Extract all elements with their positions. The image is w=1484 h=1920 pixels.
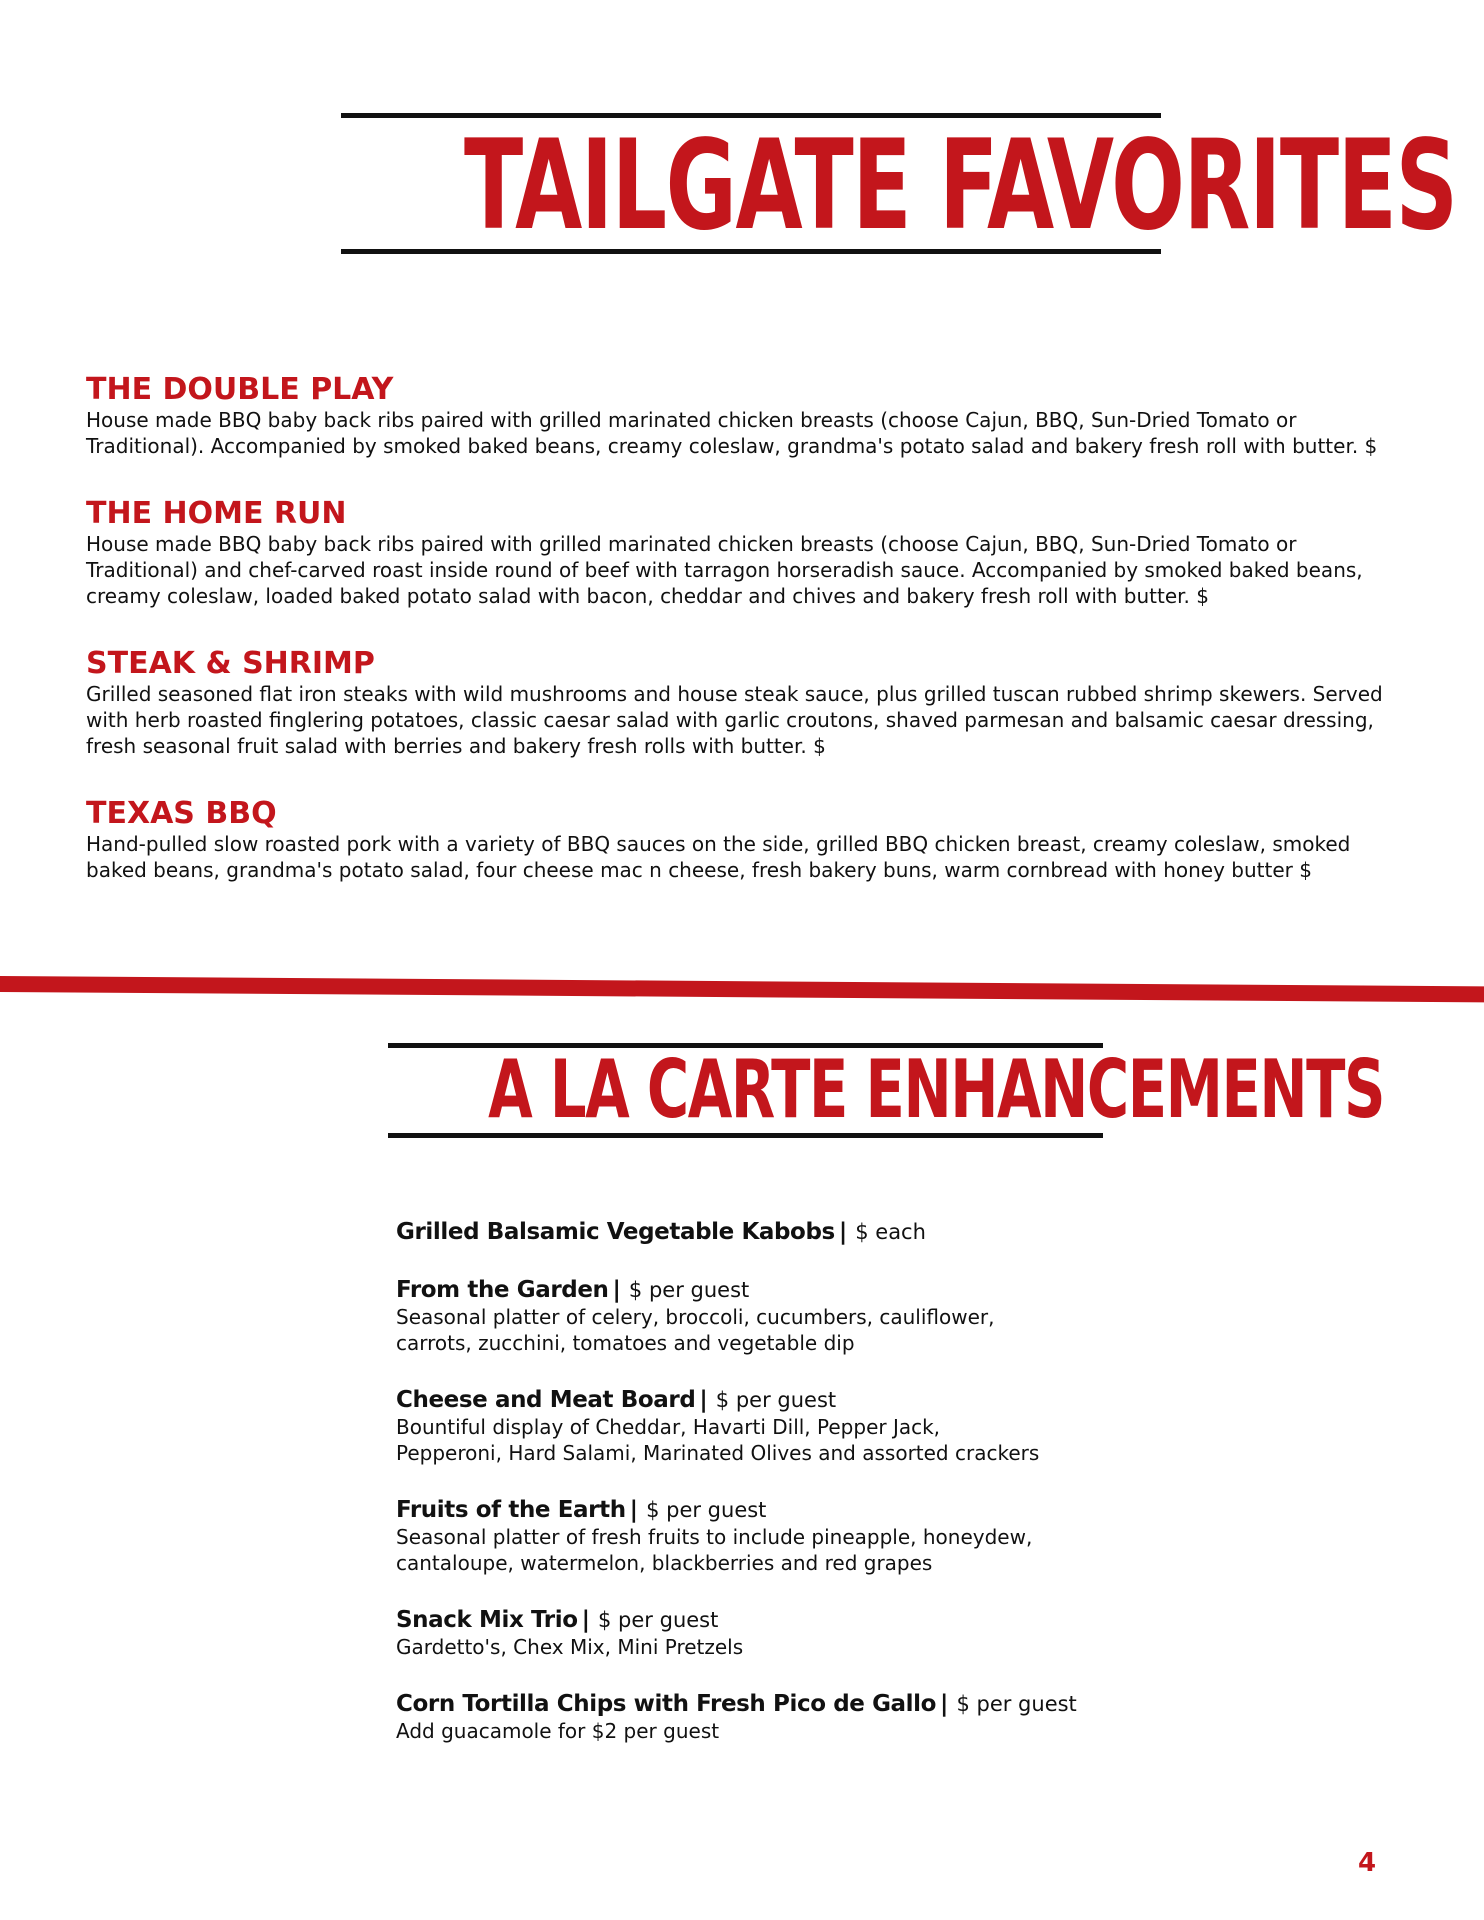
enhancement-price: $ per guest [628,1278,750,1302]
page-number: 4 [1358,1848,1377,1878]
enhancement-item [396,1386,1296,1466]
enhancement-separator: | [581,1607,591,1633]
package-item [86,797,1386,883]
alacarte-enhancements-title: A LA CARTE ENHANCEMENTS [488,1043,1385,1136]
enhancement-separator: | [699,1387,708,1413]
package-name: THE DOUBLE PLAY [86,372,394,407]
enhancement-description: Seasonal platter of celery, broccoli, cucumbers, cauliflower, carrots, zucchini, tomatoes and vegetable dip [396,1305,995,1355]
package-name: THE HOME RUN [86,496,347,531]
package-description: Hand-pulled slow roasted pork with a variety of BBQ sauces on the side, grilled BBQ chicken breast, creamy coleslaw, smoked baked beans, grandma's potato salad, four cheese mac n cheese, fresh bakery buns, warm cornbread with honey butter $ [86,832,1351,882]
enhancement-separator: | [629,1497,639,1523]
package-item [86,497,1386,609]
enhancement-header [396,1218,1296,1246]
enhancement-header [396,1496,1296,1524]
enhancement-name: Snack Mix Trio [396,1607,578,1633]
alacarte-enhancements-banner [388,1043,1385,1138]
enhancement-description: Seasonal platter of fresh fruits to include pineapple, honeydew, cantaloupe, watermelon, blackberries and red grapes [396,1525,1033,1575]
tailgate-favorites-title: TAILGATE FAVORITES [464,114,1457,258]
enhancement-separator: | [612,1277,621,1303]
enhancement-name: From the Garden [396,1277,609,1303]
enhancement-description: Gardetto's, Chex Mix, Mini Pretzels [396,1635,744,1659]
package-description: House made BBQ baby back ribs paired with grilled marinated chicken breasts (choose Cajun, BBQ, Sun-Dried Tomato or Traditional) and chef-carved roast inside round of beef with tarragon horseradish sauce. Accompanied by smoked baked beans, creamy coleslaw, loaded baked potato salad with bacon, cheddar and chives and bakery fresh roll with butter. $ [86,532,1363,608]
package-name: STEAK & SHRIMP [86,646,375,681]
enhancement-item [396,1276,1296,1356]
enhancement-header [396,1276,1296,1304]
enhancement-price: $ per guest [598,1608,719,1632]
enhancement-item [396,1218,1296,1246]
enhancement-header [396,1386,1296,1414]
package-item [86,373,1386,459]
enhancement-separator: | [838,1219,848,1245]
package-description: Grilled seasoned flat iron steaks with wild mushrooms and house steak sauce, plus grilled tuscan rubbed shrimp skewers. Served with herb roasted finglering potatoes, classic caesar salad with garlic croutons, shaved parmesan and balsamic caesar dressing, fresh seasonal fruit salad with berries and bakery fresh rolls with butter. $ [86,682,1383,758]
section-divider [0,976,1484,1002]
tailgate-favorites-banner [341,113,1457,258]
enhancement-price: $ per guest [956,1692,1077,1716]
tailgate-packages-list [86,373,1386,921]
enhancements-list [396,1218,1296,1774]
enhancement-price: $ per guest [715,1388,837,1412]
package-description: House made BBQ baby back ribs paired with grilled marinated chicken breasts (choose Cajun, BBQ, Sun-Dried Tomato or Traditional). Accompanied by smoked baked beans, creamy coleslaw, grandma's potato salad and bakery fresh roll with butter. $ [86,408,1378,458]
enhancement-header [396,1606,1296,1634]
enhancement-price: $ per guest [646,1498,767,1522]
package-name: TEXAS BBQ [86,796,277,831]
enhancement-separator: | [940,1691,949,1717]
enhancement-item [396,1496,1296,1576]
enhancement-name: Corn Tortilla Chips with Fresh Pico de Gallo [396,1691,937,1717]
enhancement-name: Grilled Balsamic Vegetable Kabobs [396,1219,835,1245]
enhancement-item [396,1606,1296,1660]
enhancement-item [396,1690,1296,1744]
enhancement-description: Add guacamole for $2 per guest [396,1719,720,1743]
enhancement-description: Bountiful display of Cheddar, Havarti Dill, Pepper Jack, Pepperoni, Hard Salami, Marinated Olives and assorted crackers [396,1415,1040,1465]
enhancement-name: Cheese and Meat Board [396,1387,696,1413]
enhancement-header [396,1690,1296,1718]
enhancement-price: $ each [855,1220,926,1244]
enhancement-name: Fruits of the Earth [396,1497,626,1523]
package-item [86,647,1386,759]
